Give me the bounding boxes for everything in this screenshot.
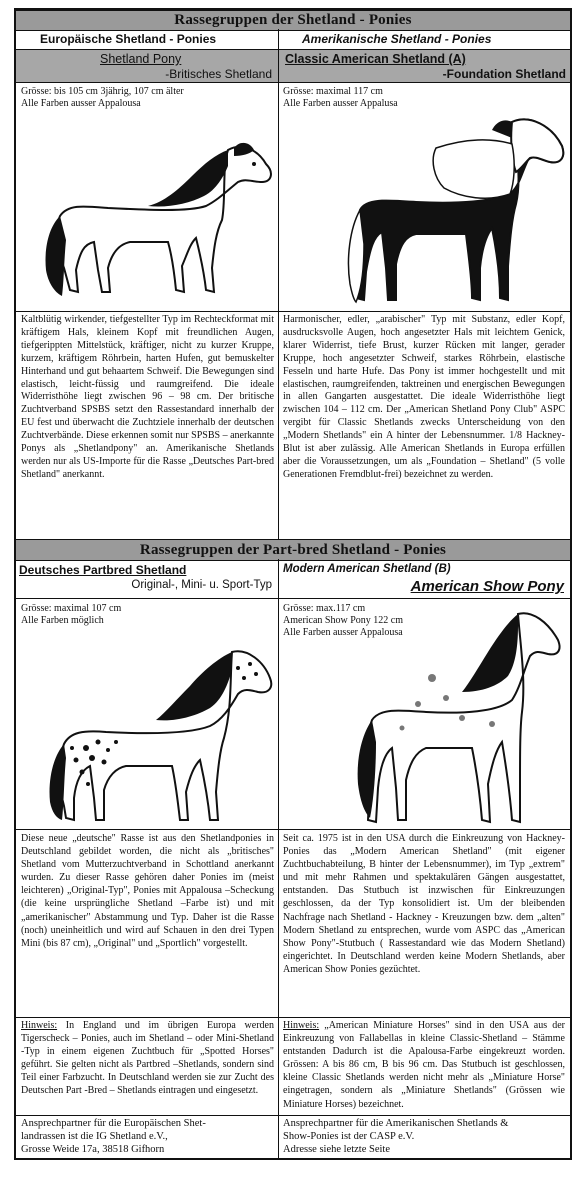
right-bottom-show-size: American Show Pony 122 cm <box>283 615 403 626</box>
american-show-pony-title: American Show Pony <box>410 578 564 595</box>
shetland-pony-illustration <box>28 120 274 310</box>
left-contact-line-1: Ansprechpartner für die Europäischen Shet- <box>21 1118 206 1129</box>
left-bottom-types: Original-, Mini- u. Sport-Typ <box>131 579 272 591</box>
left-note-text: In England und im übrigen Europa werden Tigerscheck – Ponies, auch im Shetland – oder Mini-Shetland -Typ in einem eigenen Zuchtbuch für „Spotted Horses" geführt. Sie gelten nicht als Partbred –Shetlands, sondern sind Teil einer Farbzucht. In Deutschland werden sie zur Zucht des Deutschen Part -Bred – Shetlands eintragen und eingesetzt. <box>21 1020 274 1097</box>
right-note-text: „American Miniature Horses" sind in den USA aus der Einkreuzung von Fallabellas in kleine Classic-Shetland – Stämme entstanden Dadurch ist die Apalousa-Farbe eingekreuzt worden. Grössen: A bis 86 cm, B bis 96 cm. Das Stutbuch ist geschlossen, kleine Classic Shetlands werden nicht mehr als „Miniature Horse" eingetragen, sondern als „Miniature Shetlands" (Grössen wie Miniature Horses) bezeichnet. <box>283 1020 565 1110</box>
right-top-group-bar <box>279 50 570 82</box>
right-bottom-note <box>283 1019 565 1111</box>
partbred-shetland-illustration <box>26 638 276 828</box>
right-bottom-section-title: Modern American Shetland (B) <box>283 563 451 575</box>
left-bottom-note <box>21 1019 274 1098</box>
classic-american-shetland-illustration <box>316 108 568 308</box>
top-banner <box>16 10 570 31</box>
bottom-banner-title: Rassegruppen der Part-bred Shetland - Ponies <box>139 542 447 558</box>
right-contact-line-2: Show-Ponies ist der CASP e.V. <box>283 1131 415 1142</box>
right-top-group-sub: -Foundation Shetland <box>442 67 566 81</box>
right-top-description: Harmonischer, edler, „arabischer" Typ mit Substanz, edler Kopf, ausdrucksvolle Augen, hoch angesetzter Hals mit leichtem Genick, klarer Widerrist, tiefe Brust, kurzer Rücken mit langer, gerader Kruppe, hoch angesetzter Schweif, starkes Röhrbein, elastische Fesseln und harte Hufe. Das Pony ist immer hochgestellt und mit elastischen, raumgreifenden, taktreinen und energischen Bewegungen in allen Gangarten ausgestattet. Die ideale Widerristhöhe liegt zwischen 104 – 112 cm. Der „American Shetland Pony Club" ASPC vergibt für Classic Shetlands zwecks Unterscheidung von den „Modern Shetlands" ein A hinter der Lebensnummer. 1/8 Hackney-Blut ist aber zulässig. Alle American Shetlands in Europa erfüllen aber die Voraussetzungen, um als „Foundation – Shetland" (5 volle Generationen Fremdblut-frei) bezeichnet zu werden. <box>283 314 565 480</box>
left-top-section-title: Europäische Shetland - Ponies <box>40 32 217 46</box>
right-top-colors: Alle Farben ausser Appalusa <box>283 98 398 109</box>
right-bottom-description: Seit ca. 1975 ist in den USA durch die Einkreuzung von Hackney-Ponies das „Modern American Shetland" (mit eigener Zuchtbuchabteilung, B hinter der Lebensnummer), im Typ „extrem" und mit mehr Rahmen und spektakulären Gängen ausgestattet, entstanden. Das Stutbuch ist inzwischen für Einkreuzungen geschlossen, da der Typ konsolidiert ist. Um der bleibenden Nachfrage nach Shetland - Hackney - Kreuzungen bzw. dem „alten" Modern Shetland zu entsprechen, wurde vom ASPC das „American Show Pony"-Stutbuch ( Rassestandard wie das Modern Shetland) eingerichtet. In Deutschland werden keine Modern Shetlands, aber American Show Ponies gezüchtet. <box>283 833 565 975</box>
breed-chart-sheet <box>14 8 572 1160</box>
left-top-group-sub: -Britisches Shetland <box>165 67 272 81</box>
right-top-group-name: Classic American Shetland (A) <box>285 52 466 66</box>
left-bottom-colors: Alle Farben möglich <box>21 615 104 626</box>
left-bottom-description: Diese neue „deutsche" Rasse ist aus den Shetlandponies in Deutschland gebildet worden, die nicht als „britisches" Shetland vom Mutterzuchtverband in Schottland anerkannt wurden. Zu dieser Rasse gehören daher Ponies im (meist leichteren) „Original-Typ", Ponies mit Appalousa –Scheckung (die keine ursprüngliche Shetland –Farbe ist) und mit „amerikanischer" Abstammung und Typ. Daher ist die Rasse (noch) uneinheitlich und wird auf Schauen in den drei Typen Mini (bis 87 cm), „Original" und „Sportlich" vorgestellt. <box>21 833 274 949</box>
right-note-label: Hinweis: <box>283 1020 320 1031</box>
right-top-size: Grösse: maximal 117 cm <box>283 86 383 97</box>
left-contact-line-2: landrassen ist die IG Shetland e.V., <box>21 1131 168 1142</box>
left-top-group-name: Shetland Pony <box>100 52 182 66</box>
left-note-label: Hinweis: <box>21 1020 58 1031</box>
american-show-pony-illustration <box>322 608 566 828</box>
left-top-colors: Alle Farben ausser Appalousa <box>21 98 141 109</box>
right-contact-line-1: Ansprechpartner für die Amerikanischen Shetlands & <box>283 1118 509 1129</box>
left-bottom-section-title: Deutsches Partbred Shetland <box>19 563 187 577</box>
left-top-size: Grösse: bis 105 cm 3jährig, 107 cm älter <box>21 86 184 97</box>
left-contact-line-3: Grosse Weide 17a, 38518 Gifhorn <box>21 1144 165 1155</box>
bottom-banner <box>16 539 570 561</box>
right-contact-line-3: Adresse siehe letzte Seite <box>283 1144 390 1155</box>
right-top-section-title: Amerikanische Shetland - Ponies <box>302 32 492 46</box>
left-bottom-size: Grösse: maximal 107 cm <box>21 603 122 614</box>
right-bottom-size: Grösse: max.117 cm <box>283 603 366 614</box>
left-top-description: Kaltblütig wirkender, tiefgestellter Typ im Rechteckformat mit kräftigem Hals, kleinem Kopf mit freundlichen Augen, tiefgerippten Mittelstück, kräftiger, nicht zu kurzer Kruppe, kurzem, kräftigem Röhrbein, harten Hufen, gut bemuskelter Hinterhand und gut behaartem Schweif. Die Bewegungen sind elastisch, leicht-füssig und raumgreifend. Die ideale Widerristhöhe liegt zwischen 96 – 98 cm. Der britische Zuchtverband SPSBS setzt den Rassestandard innerhalb der EU fest und überwacht die Zuchtziele innerhalb der deutschen Zuchtverbände. Diese erkennen somit nur SPSBS – anerkannte Ponys als „Shetlandpony" an. Amerikanische Shetlands werden nur als US-Importe für die Rasse „Deutsches Part-bred Shetland" anerkannt. <box>21 314 274 480</box>
left-top-group-bar <box>16 50 278 82</box>
top-banner-title: Rassegruppen der Shetland - Ponies <box>174 12 412 28</box>
right-bottom-colors: Alle Farben ausser Appalousa <box>283 627 403 638</box>
